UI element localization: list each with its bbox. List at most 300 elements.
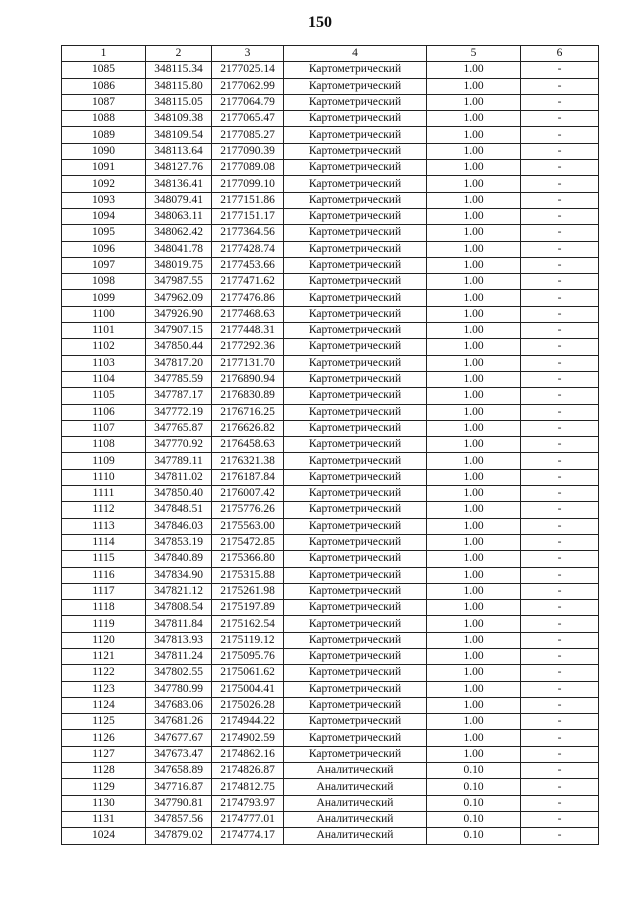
note-cell: - [521,208,599,224]
point-number-cell: 1118 [62,600,146,616]
note-cell: - [521,225,599,241]
point-number-cell: 1104 [62,371,146,387]
method-cell: Картометрический [284,600,427,616]
table-row [62,502,599,518]
table-row [62,795,599,811]
x-coordinate-cell: 347850.44 [146,339,212,355]
point-number-cell: 1127 [62,746,146,762]
note-cell: - [521,730,599,746]
y-coordinate-cell: 2174862.16 [212,746,284,762]
table-row [62,730,599,746]
x-coordinate-cell: 347853.19 [146,534,212,550]
accuracy-cell: 1.00 [427,534,521,550]
column-header-1: 1 [62,46,146,62]
point-number-cell: 1101 [62,323,146,339]
accuracy-cell: 1.00 [427,355,521,371]
table-row [62,616,599,632]
point-number-cell: 1095 [62,225,146,241]
y-coordinate-cell: 2174944.22 [212,714,284,730]
table-row [62,746,599,762]
table-row [62,665,599,681]
y-coordinate-cell: 2176716.25 [212,404,284,420]
y-coordinate-cell: 2176830.89 [212,388,284,404]
accuracy-cell: 1.00 [427,502,521,518]
note-cell: - [521,551,599,567]
y-coordinate-cell: 2174774.17 [212,828,284,844]
y-coordinate-cell: 2177131.70 [212,355,284,371]
note-cell: - [521,600,599,616]
method-cell: Аналитический [284,763,427,779]
y-coordinate-cell: 2177062.99 [212,78,284,94]
x-coordinate-cell: 347817.20 [146,355,212,371]
accuracy-cell: 1.00 [427,714,521,730]
note-cell: - [521,62,599,78]
x-coordinate-cell: 347907.15 [146,323,212,339]
point-number-cell: 1097 [62,257,146,273]
y-coordinate-cell: 2175197.89 [212,600,284,616]
point-number-cell: 1126 [62,730,146,746]
table-row [62,208,599,224]
note-cell: - [521,763,599,779]
accuracy-cell: 0.10 [427,828,521,844]
method-cell: Картометрический [284,583,427,599]
coordinates-table [61,45,599,845]
note-cell: - [521,127,599,143]
table-row [62,632,599,648]
point-number-cell: 1108 [62,437,146,453]
note-cell: - [521,534,599,550]
column-header-6: 6 [521,46,599,62]
accuracy-cell: 1.00 [427,78,521,94]
note-cell: - [521,306,599,322]
point-number-cell: 1130 [62,795,146,811]
y-coordinate-cell: 2175004.41 [212,681,284,697]
y-coordinate-cell: 2177089.08 [212,160,284,176]
note-cell: - [521,518,599,534]
note-cell: - [521,176,599,192]
y-coordinate-cell: 2177448.31 [212,323,284,339]
y-coordinate-cell: 2175563.00 [212,518,284,534]
accuracy-cell: 1.00 [427,730,521,746]
table-row [62,127,599,143]
table-row [62,355,599,371]
point-number-cell: 1109 [62,453,146,469]
point-number-cell: 1106 [62,404,146,420]
point-number-cell: 1087 [62,94,146,110]
table-row [62,371,599,387]
x-coordinate-cell: 348115.80 [146,78,212,94]
table-row [62,274,599,290]
column-header-3: 3 [212,46,284,62]
x-coordinate-cell: 348127.76 [146,160,212,176]
method-cell: Картометрический [284,551,427,567]
method-cell: Картометрический [284,257,427,273]
table-row [62,486,599,502]
method-cell: Картометрический [284,665,427,681]
method-cell: Картометрический [284,225,427,241]
table-row [62,339,599,355]
y-coordinate-cell: 2175162.54 [212,616,284,632]
y-coordinate-cell: 2177471.62 [212,274,284,290]
accuracy-cell: 1.00 [427,600,521,616]
method-cell: Картометрический [284,127,427,143]
point-number-cell: 1107 [62,420,146,436]
x-coordinate-cell: 347681.26 [146,714,212,730]
table-row [62,404,599,420]
note-cell: - [521,78,599,94]
method-cell: Картометрический [284,371,427,387]
x-coordinate-cell: 348079.41 [146,192,212,208]
x-coordinate-cell: 347811.02 [146,469,212,485]
method-cell: Картометрический [284,306,427,322]
point-number-cell: 1116 [62,567,146,583]
accuracy-cell: 1.00 [427,94,521,110]
point-number-cell: 1131 [62,811,146,827]
accuracy-cell: 0.10 [427,795,521,811]
x-coordinate-cell: 347821.12 [146,583,212,599]
note-cell: - [521,502,599,518]
point-number-cell: 1105 [62,388,146,404]
table-row [62,192,599,208]
table-row [62,437,599,453]
accuracy-cell: 1.00 [427,648,521,664]
x-coordinate-cell: 348109.54 [146,127,212,143]
x-coordinate-cell: 347834.90 [146,567,212,583]
accuracy-cell: 1.00 [427,225,521,241]
y-coordinate-cell: 2176890.94 [212,371,284,387]
method-cell: Картометрический [284,437,427,453]
y-coordinate-cell: 2176321.38 [212,453,284,469]
x-coordinate-cell: 348109.38 [146,111,212,127]
method-cell: Картометрический [284,78,427,94]
y-coordinate-cell: 2177090.39 [212,143,284,159]
accuracy-cell: 1.00 [427,388,521,404]
table-row [62,567,599,583]
note-cell: - [521,486,599,502]
point-number-cell: 1092 [62,176,146,192]
table-row [62,583,599,599]
note-cell: - [521,665,599,681]
x-coordinate-cell: 348062.42 [146,225,212,241]
point-number-cell: 1112 [62,502,146,518]
x-coordinate-cell: 347808.54 [146,600,212,616]
point-number-cell: 1114 [62,534,146,550]
accuracy-cell: 1.00 [427,469,521,485]
method-cell: Аналитический [284,828,427,844]
accuracy-cell: 1.00 [427,160,521,176]
note-cell: - [521,94,599,110]
method-cell: Картометрический [284,241,427,257]
note-cell: - [521,795,599,811]
accuracy-cell: 1.00 [427,339,521,355]
method-cell: Картометрический [284,192,427,208]
accuracy-cell: 1.00 [427,306,521,322]
x-coordinate-cell: 347787.17 [146,388,212,404]
x-coordinate-cell: 347789.11 [146,453,212,469]
accuracy-cell: 1.00 [427,257,521,273]
table-row [62,176,599,192]
table-row [62,388,599,404]
accuracy-cell: 1.00 [427,192,521,208]
x-coordinate-cell: 347677.67 [146,730,212,746]
point-number-cell: 1024 [62,828,146,844]
accuracy-cell: 1.00 [427,697,521,713]
note-cell: - [521,241,599,257]
table-row [62,453,599,469]
point-number-cell: 1120 [62,632,146,648]
x-coordinate-cell: 347850.40 [146,486,212,502]
table-row [62,518,599,534]
note-cell: - [521,648,599,664]
y-coordinate-cell: 2175261.98 [212,583,284,599]
y-coordinate-cell: 2175315.88 [212,567,284,583]
y-coordinate-cell: 2174777.01 [212,811,284,827]
point-number-cell: 1122 [62,665,146,681]
x-coordinate-cell: 347879.02 [146,828,212,844]
method-cell: Картометрический [284,453,427,469]
header-row [62,46,599,62]
column-header-5: 5 [427,46,521,62]
point-number-cell: 1121 [62,648,146,664]
y-coordinate-cell: 2177064.79 [212,94,284,110]
x-coordinate-cell: 347716.87 [146,779,212,795]
method-cell: Картометрический [284,160,427,176]
method-cell: Картометрический [284,94,427,110]
point-number-cell: 1100 [62,306,146,322]
method-cell: Картометрический [284,388,427,404]
y-coordinate-cell: 2177453.66 [212,257,284,273]
table-row [62,323,599,339]
y-coordinate-cell: 2177151.86 [212,192,284,208]
column-header-2: 2 [146,46,212,62]
y-coordinate-cell: 2175119.12 [212,632,284,648]
x-coordinate-cell: 347813.93 [146,632,212,648]
note-cell: - [521,567,599,583]
accuracy-cell: 1.00 [427,290,521,306]
point-number-cell: 1119 [62,616,146,632]
x-coordinate-cell: 348063.11 [146,208,212,224]
y-coordinate-cell: 2177428.74 [212,241,284,257]
note-cell: - [521,632,599,648]
y-coordinate-cell: 2177476.86 [212,290,284,306]
table-row [62,241,599,257]
accuracy-cell: 0.10 [427,763,521,779]
table-row [62,600,599,616]
accuracy-cell: 1.00 [427,420,521,436]
method-cell: Картометрический [284,176,427,192]
method-cell: Картометрический [284,681,427,697]
point-number-cell: 1124 [62,697,146,713]
x-coordinate-cell: 348115.34 [146,62,212,78]
accuracy-cell: 1.00 [427,746,521,762]
accuracy-cell: 1.00 [427,143,521,159]
x-coordinate-cell: 347926.90 [146,306,212,322]
note-cell: - [521,404,599,420]
accuracy-cell: 1.00 [427,583,521,599]
x-coordinate-cell: 348115.05 [146,94,212,110]
note-cell: - [521,746,599,762]
table-row [62,828,599,844]
accuracy-cell: 1.00 [427,241,521,257]
note-cell: - [521,453,599,469]
x-coordinate-cell: 347770.92 [146,437,212,453]
note-cell: - [521,811,599,827]
accuracy-cell: 1.00 [427,274,521,290]
x-coordinate-cell: 347785.59 [146,371,212,387]
table-row [62,697,599,713]
table-row [62,534,599,550]
y-coordinate-cell: 2177468.63 [212,306,284,322]
accuracy-cell: 1.00 [427,616,521,632]
x-coordinate-cell: 347780.99 [146,681,212,697]
point-number-cell: 1117 [62,583,146,599]
y-coordinate-cell: 2177151.17 [212,208,284,224]
x-coordinate-cell: 347811.84 [146,616,212,632]
accuracy-cell: 1.00 [427,208,521,224]
y-coordinate-cell: 2174902.59 [212,730,284,746]
y-coordinate-cell: 2176626.82 [212,420,284,436]
x-coordinate-cell: 348113.64 [146,143,212,159]
method-cell: Аналитический [284,779,427,795]
note-cell: - [521,339,599,355]
x-coordinate-cell: 347987.55 [146,274,212,290]
accuracy-cell: 1.00 [427,323,521,339]
method-cell: Картометрический [284,697,427,713]
y-coordinate-cell: 2175366.80 [212,551,284,567]
x-coordinate-cell: 347673.47 [146,746,212,762]
method-cell: Картометрический [284,534,427,550]
point-number-cell: 1128 [62,763,146,779]
method-cell: Картометрический [284,355,427,371]
accuracy-cell: 1.00 [427,665,521,681]
table-row [62,225,599,241]
point-number-cell: 1085 [62,62,146,78]
note-cell: - [521,469,599,485]
point-number-cell: 1096 [62,241,146,257]
method-cell: Картометрический [284,111,427,127]
note-cell: - [521,355,599,371]
method-cell: Картометрический [284,730,427,746]
y-coordinate-cell: 2176458.63 [212,437,284,453]
x-coordinate-cell: 347658.89 [146,763,212,779]
x-coordinate-cell: 347848.51 [146,502,212,518]
x-coordinate-cell: 347962.09 [146,290,212,306]
y-coordinate-cell: 2176187.84 [212,469,284,485]
table-row [62,257,599,273]
method-cell: Картометрический [284,420,427,436]
point-number-cell: 1125 [62,714,146,730]
method-cell: Картометрический [284,714,427,730]
x-coordinate-cell: 347802.55 [146,665,212,681]
note-cell: - [521,290,599,306]
table-row [62,160,599,176]
x-coordinate-cell: 348041.78 [146,241,212,257]
table-row [62,648,599,664]
note-cell: - [521,616,599,632]
accuracy-cell: 1.00 [427,371,521,387]
y-coordinate-cell: 2177292.36 [212,339,284,355]
table-row [62,763,599,779]
table-row [62,714,599,730]
y-coordinate-cell: 2175061.62 [212,665,284,681]
point-number-cell: 1123 [62,681,146,697]
note-cell: - [521,388,599,404]
accuracy-cell: 1.00 [427,111,521,127]
accuracy-cell: 1.00 [427,551,521,567]
table-row [62,143,599,159]
x-coordinate-cell: 347857.56 [146,811,212,827]
y-coordinate-cell: 2177099.10 [212,176,284,192]
method-cell: Картометрический [284,648,427,664]
method-cell: Картометрический [284,469,427,485]
note-cell: - [521,583,599,599]
table-row [62,811,599,827]
point-number-cell: 1086 [62,78,146,94]
note-cell: - [521,828,599,844]
accuracy-cell: 1.00 [427,518,521,534]
x-coordinate-cell: 347765.87 [146,420,212,436]
point-number-cell: 1090 [62,143,146,159]
point-number-cell: 1094 [62,208,146,224]
x-coordinate-cell: 347772.19 [146,404,212,420]
x-coordinate-cell: 347846.03 [146,518,212,534]
method-cell: Картометрический [284,339,427,355]
note-cell: - [521,437,599,453]
table-row [62,78,599,94]
y-coordinate-cell: 2174812.75 [212,779,284,795]
method-cell: Картометрический [284,502,427,518]
y-coordinate-cell: 2175026.28 [212,697,284,713]
note-cell: - [521,323,599,339]
point-number-cell: 1093 [62,192,146,208]
method-cell: Картометрический [284,143,427,159]
accuracy-cell: 1.00 [427,453,521,469]
note-cell: - [521,143,599,159]
method-cell: Картометрический [284,616,427,632]
method-cell: Картометрический [284,290,427,306]
point-number-cell: 1111 [62,486,146,502]
x-coordinate-cell: 347683.06 [146,697,212,713]
method-cell: Картометрический [284,486,427,502]
x-coordinate-cell: 348019.75 [146,257,212,273]
x-coordinate-cell: 347811.24 [146,648,212,664]
accuracy-cell: 0.10 [427,779,521,795]
y-coordinate-cell: 2175472.85 [212,534,284,550]
note-cell: - [521,111,599,127]
table-row [62,420,599,436]
accuracy-cell: 1.00 [427,127,521,143]
method-cell: Аналитический [284,811,427,827]
y-coordinate-cell: 2177065.47 [212,111,284,127]
y-coordinate-cell: 2175776.26 [212,502,284,518]
accuracy-cell: 1.00 [427,404,521,420]
accuracy-cell: 1.00 [427,632,521,648]
point-number-cell: 1088 [62,111,146,127]
note-cell: - [521,697,599,713]
note-cell: - [521,274,599,290]
note-cell: - [521,192,599,208]
column-header-4: 4 [284,46,427,62]
point-number-cell: 1113 [62,518,146,534]
method-cell: Картометрический [284,404,427,420]
point-number-cell: 1110 [62,469,146,485]
accuracy-cell: 1.00 [427,567,521,583]
table-row [62,551,599,567]
table-row [62,62,599,78]
note-cell: - [521,160,599,176]
method-cell: Картометрический [284,567,427,583]
note-cell: - [521,779,599,795]
